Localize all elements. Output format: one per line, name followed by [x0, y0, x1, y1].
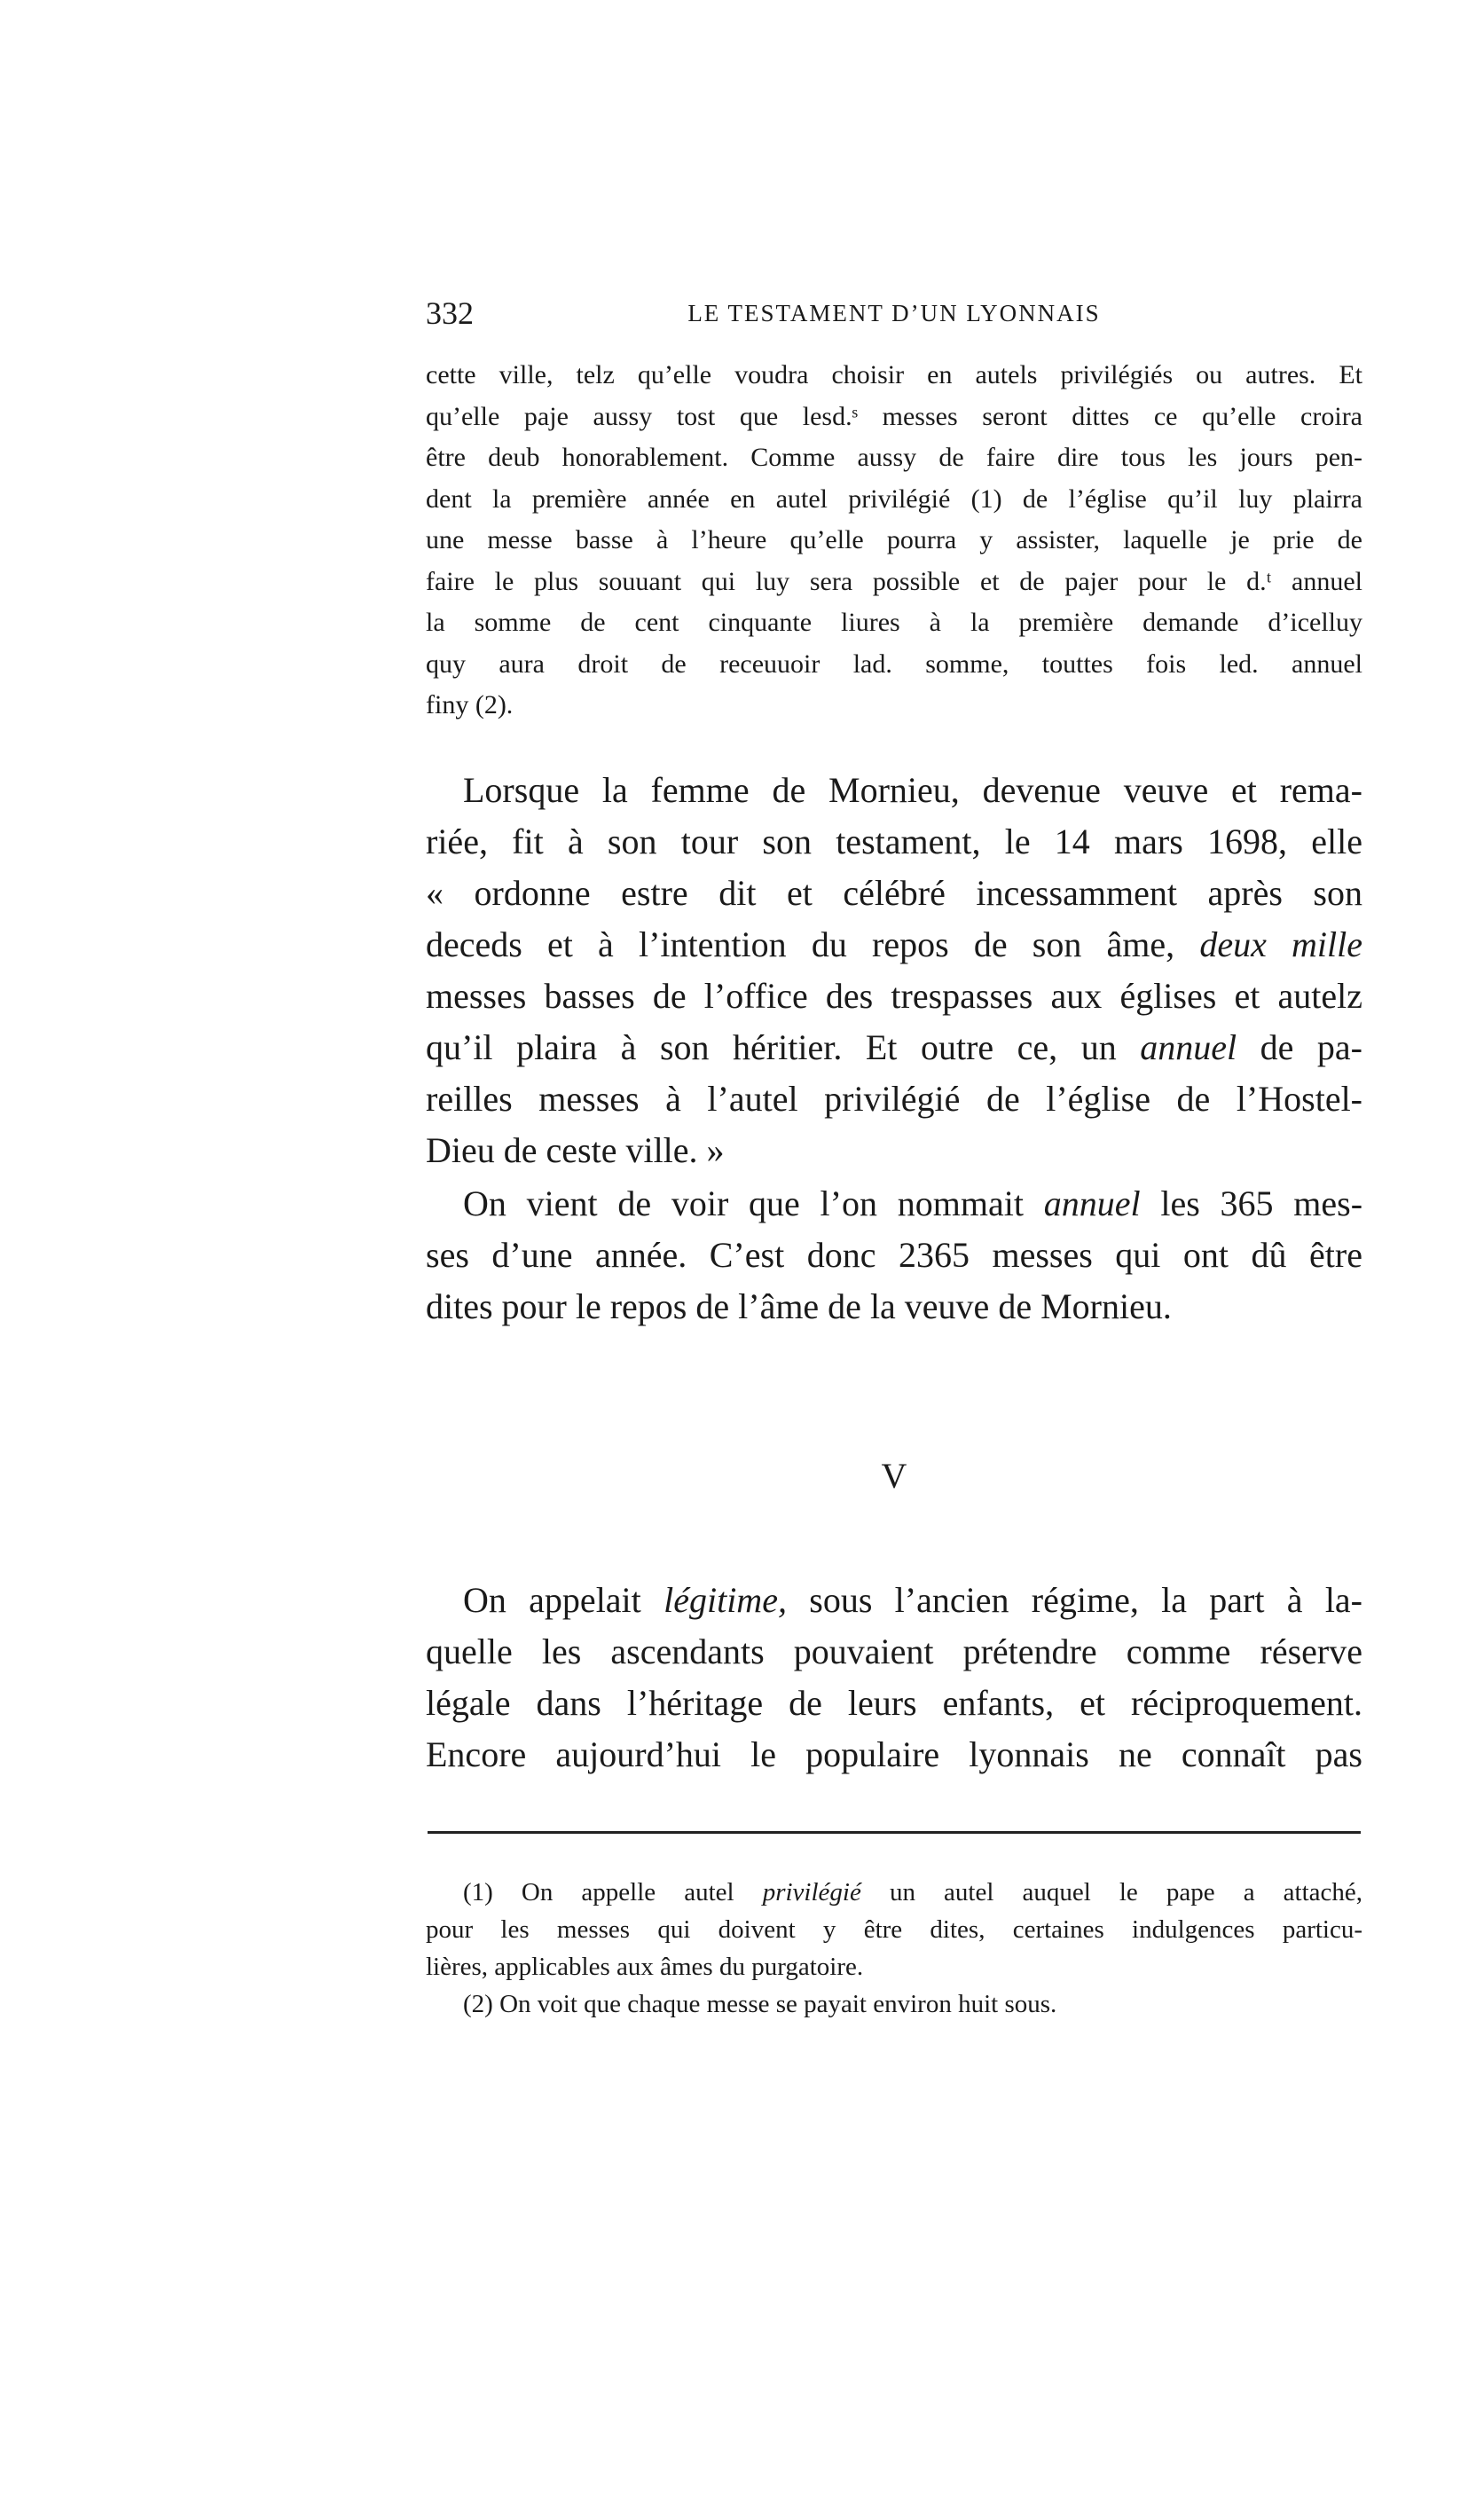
paragraph-legitime: [426, 1575, 1362, 1781]
italic-text: annuel: [1043, 1183, 1141, 1223]
text: qu’il plaira à son héritier. Et outre ce, un: [426, 1027, 1117, 1067]
italic-text: légitime,: [663, 1580, 787, 1620]
text-line: ses d’une année. C’est donc 2365 messes qui ont dû être: [426, 1235, 1362, 1275]
text-line: [426, 1575, 1362, 1626]
text-line: reilles messes à l’autel privilégié de l’église de l’Hostel-: [426, 1079, 1362, 1119]
text-line: quelle les ascendants pouvaient prétendre comme réserve: [426, 1631, 1362, 1671]
text-line: Dieu de ceste ville. »: [426, 1130, 725, 1170]
footnote-2: (2) On voit que chaque messe se payait environ huit sous.: [463, 1990, 1057, 2018]
text-line: dent la première année en autel privilégié (1) de l’église qu’il luy plairra: [426, 483, 1362, 514]
running-header: [426, 295, 1362, 334]
text-line: [426, 1022, 1362, 1073]
text-line: quy aura droit de receuuoir lad. somme, touttes fois led. annuel: [426, 649, 1362, 679]
paragraph-annuel: [426, 1178, 1362, 1333]
footnote-1: [426, 1874, 1362, 1911]
italic-text: deux mille: [1199, 924, 1362, 964]
text-line: « ordonne estre dit et célébré incessamment après son: [426, 873, 1362, 913]
footnote-divider: [428, 1831, 1361, 1834]
running-title: LE TESTAMENT D’UN LYONNAIS: [687, 300, 1101, 326]
text-line: dites pour le repos de l’âme de la veuve de Mornieu.: [426, 1286, 1172, 1326]
footnotes: [426, 1874, 1362, 2023]
text-line: légale dans l’héritage de leurs enfants, et réciproquement.: [426, 1683, 1362, 1723]
italic-text: privilégié: [762, 1878, 861, 1906]
paragraph-widow-testament: [426, 765, 1362, 1176]
text: (1) On appelle autel: [463, 1878, 734, 1906]
text-line: finy (2).: [426, 690, 514, 719]
text-line: [426, 919, 1362, 971]
text-line: pour les messes qui doivent y être dites, certaines indulgences particu-: [426, 1915, 1362, 1944]
italic-text: annuel: [1140, 1027, 1237, 1067]
text-line: cette ville, telz qu’elle voudra choisir en autels privilégiés ou autres. Et: [426, 360, 1362, 389]
text-line: riée, fit à son tour son testament, le 14 mars 1698, elle: [426, 822, 1362, 861]
text-line: messes basses de l’office des trespasses aux églises et autelz: [426, 976, 1362, 1016]
text: deceds et à l’intention du repos de son âme,: [426, 924, 1175, 964]
text-line: [426, 1178, 1362, 1230]
text-line: Lorsque la femme de Mornieu, devenue veuve et rema-: [463, 770, 1362, 810]
text-line: faire le plus souuant qui luy sera possible et de pajer pour le d.ᵗ annuel: [426, 566, 1362, 596]
page-number: 332: [426, 295, 474, 331]
text: un autel auquel le pape a attaché,: [889, 1878, 1363, 1906]
text: On vient de voir que l’on nommait: [463, 1183, 1024, 1223]
text: de pa-: [1260, 1027, 1362, 1067]
section-heading: V: [881, 1456, 907, 1496]
text-line: être deub honorablement. Comme aussy de faire dire tous les jours pen-: [426, 443, 1362, 472]
text-line: lières, applicables aux âmes du purgatoire.: [426, 1953, 864, 1981]
text: On appelait: [463, 1580, 641, 1620]
text-line: la somme de cent cinquante liures à la première demande d’icelluy: [426, 608, 1362, 637]
text-line: Encore aujourd’hui le populaire lyonnais ne connaît pas: [426, 1734, 1362, 1774]
text: les 365 mes-: [1160, 1183, 1363, 1223]
quoted-testament-text: [426, 355, 1362, 727]
text: sous l’ancien régime, la part à la-: [809, 1580, 1363, 1620]
text-line: une messe basse à l’heure qu’elle pourra y assister, laquelle je prie de: [426, 525, 1362, 554]
text-line: qu’elle paje aussy tost que lesd.ˢ messes seront dittes ce qu’elle croira: [426, 401, 1362, 431]
